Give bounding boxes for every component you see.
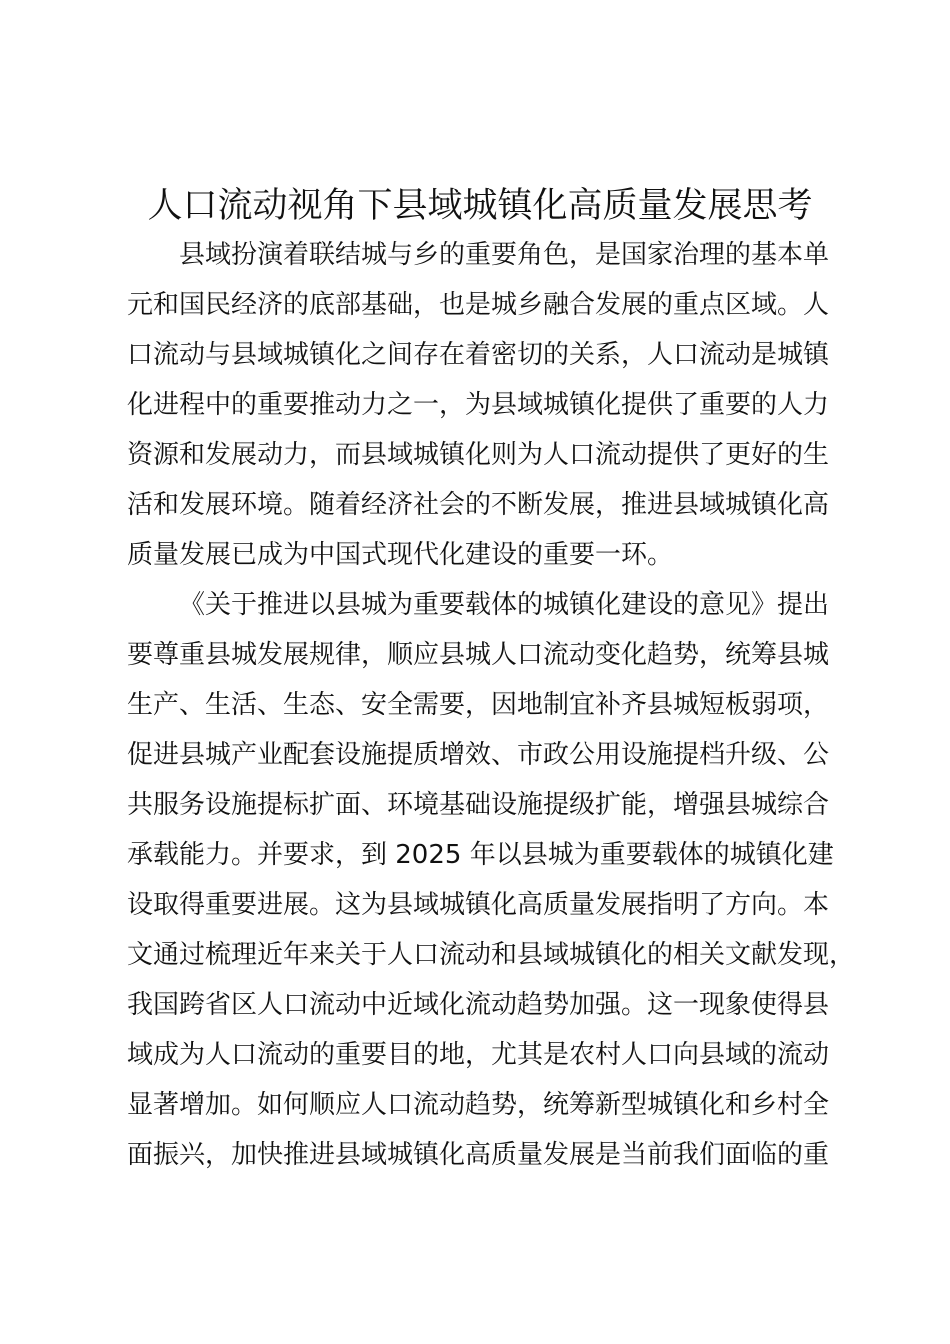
paragraph-line: 活和发展环境。随着经济社会的不断发展，推进县域城镇化高 [127,490,830,520]
paragraph-line: 县域扮演着联结城与乡的重要角色，是国家治理的基本单 [179,240,830,270]
paragraph-line: 资源和发展动力，而县域城镇化则为人口流动提供了更好的生 [127,440,830,470]
paragraph-line: 质量发展已成为中国式现代化建设的重要一环。 [127,540,674,570]
paragraph-line: 面振兴，加快推进县域城镇化高质量发展是当前我们面临的重 [127,1140,830,1170]
paragraph-line: 化进程中的重要推动力之一，为县域城镇化提供了重要的人力 [127,390,830,420]
paragraph-line: 元和国民经济的底部基础，也是城乡融合发展的重点区域。人 [127,290,830,320]
paragraph-line: 《关于推进以县城为重要载体的城镇化建设的意见》提出 [179,590,830,620]
document-title: 人口流动视角下县域城镇化高质量发展思考 [147,186,813,226]
paragraph-line: 显著增加。如何顺应人口流动趋势，统筹新型城镇化和乡村全 [127,1090,830,1120]
paragraph-line: 承载能力。并要求，到 2025 年以县城为重要载体的城镇化建 [127,840,834,870]
paragraph-line: 文通过梳理近年来关于人口流动和县域城镇化的相关文献发现， [127,940,856,970]
paragraph-line: 口流动与县域城镇化之间存在着密切的关系，人口流动是城镇 [127,340,830,370]
paragraph-line: 要尊重县城发展规律，顺应县城人口流动变化趋势，统筹县城 [127,640,830,670]
paragraph-line: 域成为人口流动的重要目的地，尤其是农村人口向县域的流动 [127,1040,830,1070]
paragraph-line: 促进县城产业配套设施提质增效、市政公用设施提档升级、公 [127,740,830,770]
paragraph-line: 生产、生活、生态、安全需要，因地制宜补齐县城短板弱项， [127,690,830,720]
paragraph-line: 共服务设施提标扩面、环境基础设施提级扩能，增强县城综合 [127,790,830,820]
paragraph-line: 我国跨省区人口流动中近域化流动趋势加强。这一现象使得县 [127,990,830,1020]
paragraph-line: 设取得重要进展。这为县域城镇化高质量发展指明了方向。本 [127,890,830,920]
